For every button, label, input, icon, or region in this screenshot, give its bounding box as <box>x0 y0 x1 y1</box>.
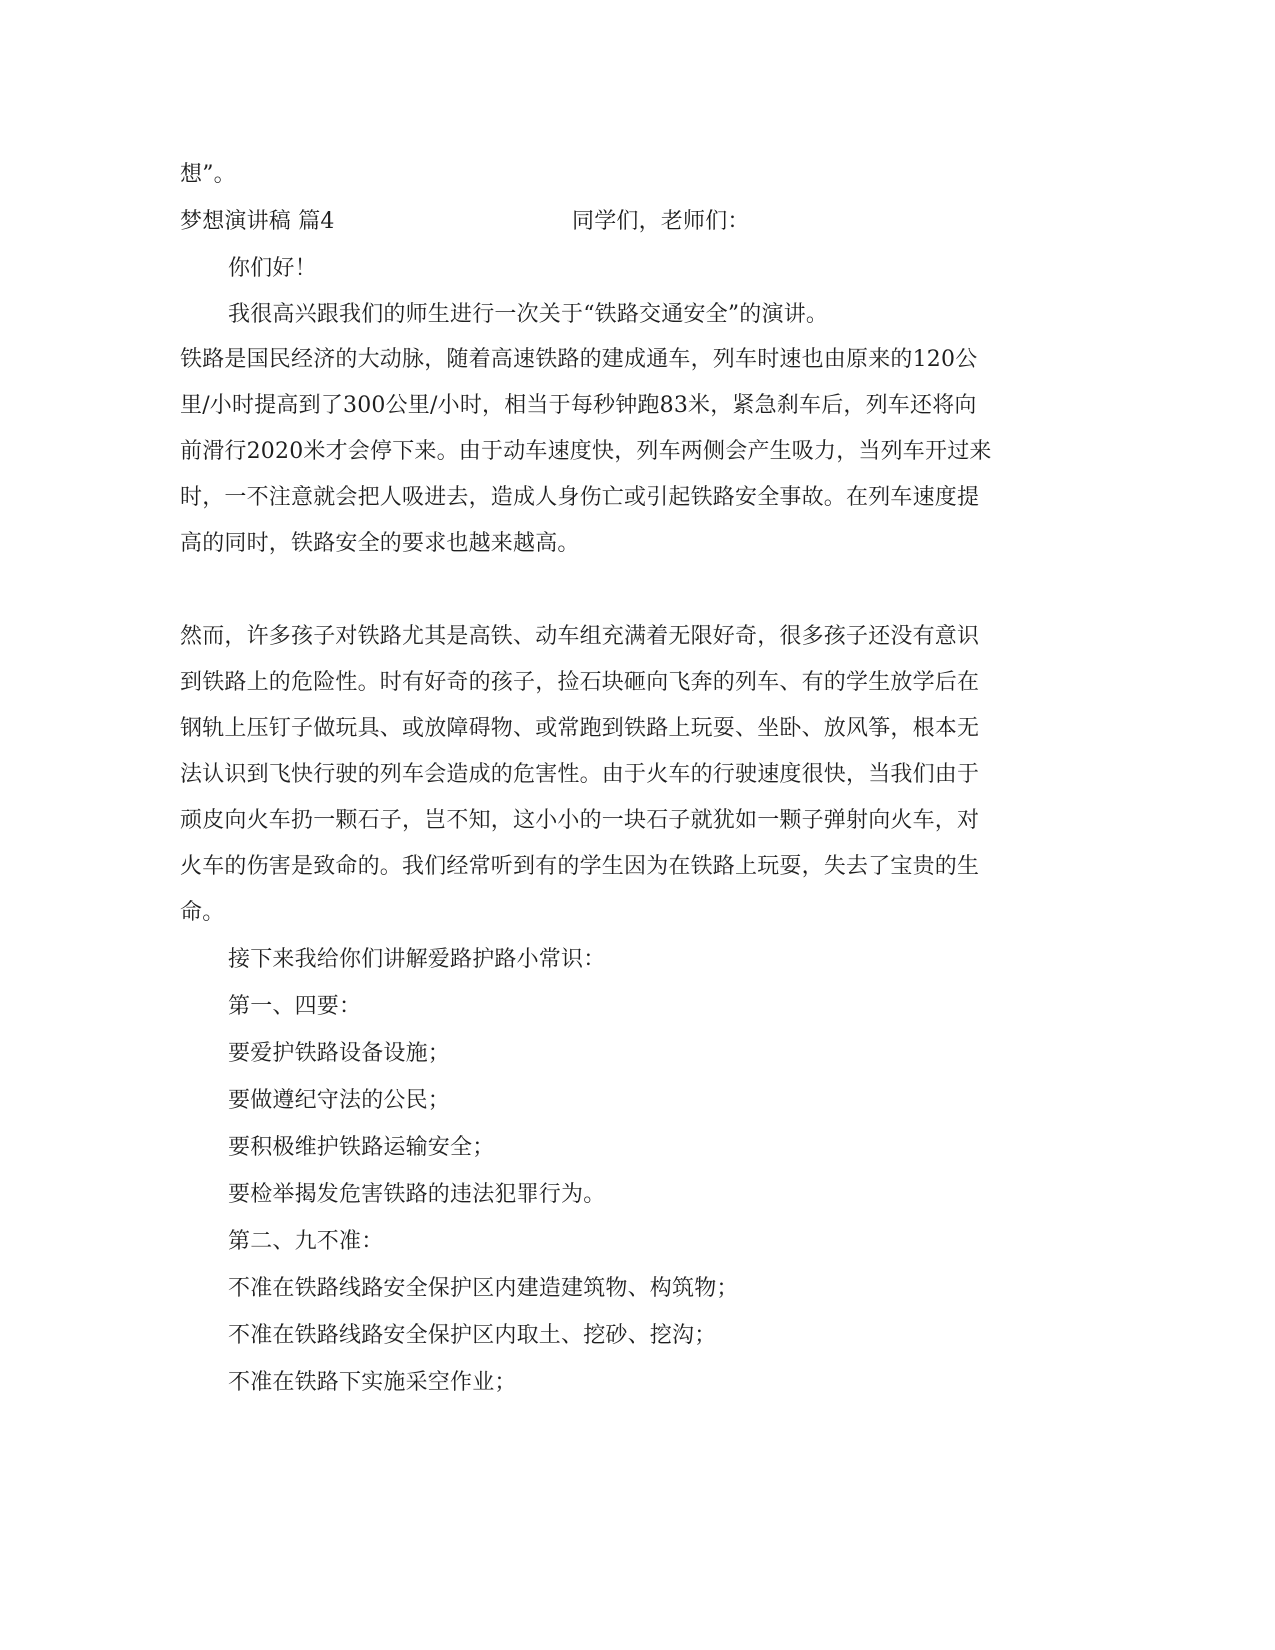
paragraph-line: 然而，许多孩子对铁路尤其是高铁、动车组充满着无限好奇，很多孩子还没有意识 <box>180 624 980 649</box>
paragraph-line: 铁路是国民经济的大动脉，随着高速铁路的建成通车，列车时速也由原来的120公 <box>180 347 978 372</box>
heading-line <box>180 207 1080 237</box>
section-heading: 梦想演讲稿 篇4 <box>180 209 335 234</box>
list-item: 不准在铁路线路安全保护区内取土、挖砂、挖沟； <box>228 1323 717 1348</box>
list-item: 不准在铁路线路安全保护区内建造建筑物、构筑物； <box>228 1276 739 1301</box>
text-line: 想”。 <box>180 162 236 187</box>
paragraph-line: 顽皮向火车扔一颗石子，岂不知，这小小的一块石子就犹如一颗子弹射向火车，对 <box>180 808 980 833</box>
paragraph-line: 法认识到飞快行驶的列车会造成的危害性。由于火车的行驶速度很快，当我们由于 <box>180 762 980 787</box>
list-heading: 第一、四要： <box>228 994 362 1019</box>
paragraph-line: 前滑行2020米才会停下来。由于动车速度快，列车两侧会产生吸力，当列车开过来 <box>180 439 992 464</box>
list-item: 要做遵纪守法的公民； <box>228 1088 451 1113</box>
paragraph-line: 到铁路上的危险性。时有好奇的孩子，捡石块砸向飞奔的列车、有的学生放学后在 <box>180 670 980 695</box>
list-item: 要爱护铁路设备设施； <box>228 1041 451 1066</box>
list-item: 不准在铁路下实施采空作业； <box>228 1370 517 1395</box>
paragraph-line: 时，一不注意就会把人吸进去，造成人身伤亡或引起铁路安全事故。在列车速度提 <box>180 485 980 510</box>
paragraph-line: 钢轨上压钉子做玩具、或放障碍物、或常跑到铁路上玩耍、坐卧、放风筝，根本无 <box>180 716 980 741</box>
salutation: 同学们，老师们： <box>572 209 750 234</box>
text-line: 我很高兴跟我们的师生进行一次关于“铁路交通安全”的演讲。 <box>228 302 829 327</box>
paragraph-line: 高的同时，铁路安全的要求也越来越高。 <box>180 531 580 556</box>
greeting: 你们好！ <box>228 256 317 281</box>
paragraph-line: 命。 <box>180 900 225 925</box>
text-line: 接下来我给你们讲解爱路护路小常识： <box>228 947 606 972</box>
list-item: 要检举揭发危害铁路的违法犯罪行为。 <box>228 1182 606 1207</box>
paragraph-line: 里/小时提高到了300公里/小时，相当于每秒钟跑83米，紧急刹车后，列车还将向 <box>180 393 977 418</box>
paragraph-line: 火车的伤害是致命的。我们经常听到有的学生因为在铁路上玩耍，失去了宝贵的生 <box>180 854 980 879</box>
list-item: 要积极维护铁路运输安全； <box>228 1135 495 1160</box>
list-heading: 第二、九不准： <box>228 1229 384 1254</box>
